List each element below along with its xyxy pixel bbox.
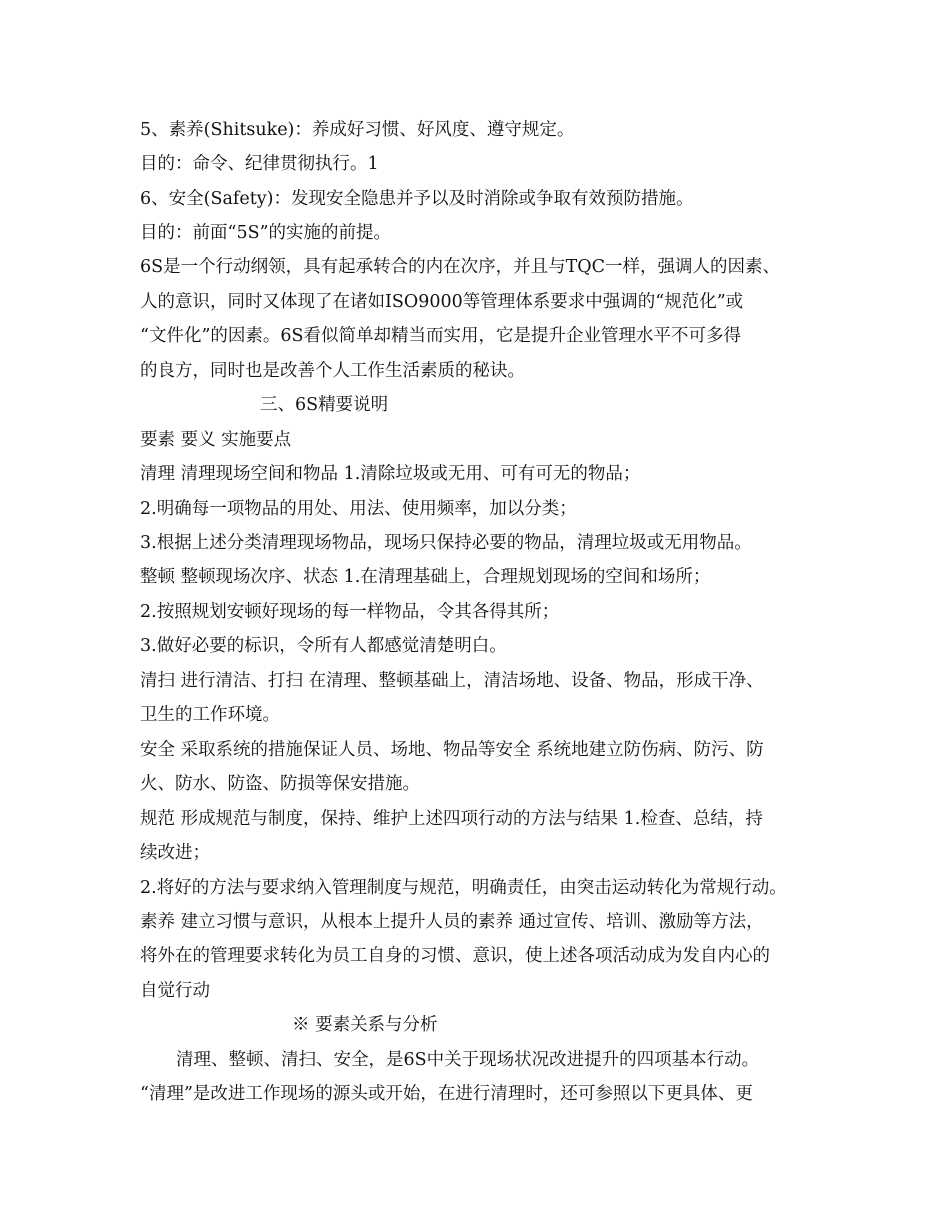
text-line: 2.按照规划安顿好现场的每一样物品，令其各得其所； <box>140 602 560 622</box>
text-line: 人的意识，同时又体现了在诸如ISO9000等管理体系要求中强调的“规范化”或 <box>140 292 744 312</box>
text-line: 规范 形成规范与制度，保持、维护上述四项行动的方法与结果 1.检查、总结，持 <box>140 809 763 829</box>
text-line: 目的：命令、纪律贯彻执行。1 <box>140 154 379 174</box>
section-heading: ※ 要素关系与分析 <box>292 1015 438 1035</box>
text-line: 整顿 整顿现场次序、状态 1.在清理基础上，合理规划现场的空间和场所； <box>140 567 711 587</box>
text-line: 目的：前面“5S”的实施的前提。 <box>140 223 392 243</box>
text-line: 清扫 进行清洁、打扫 在清理、整顿基础上，清洁场地、设备、物品，形成干净、 <box>140 671 764 691</box>
section-heading: 三、6S精要说明 <box>260 395 389 415</box>
text-line: 3.根据上述分类清理现场物品，现场只保持必要的物品，清理垃圾或无用物品。 <box>140 533 752 553</box>
text-line: 卫生的工作环境。 <box>140 705 280 725</box>
text-line: 2.明确每一项物品的用处、用法、使用频率，加以分类； <box>140 499 577 519</box>
text-line: 2.将好的方法与要求纳入管理制度与规范，明确责任，由突击运动转化为常规行动。 <box>140 878 787 898</box>
text-line: 3.做好必要的标识，令所有人都感觉清楚明白。 <box>140 636 507 656</box>
text-line: 火、防水、防盗、防损等保安措施。 <box>140 774 420 794</box>
text-line: 6、安全(Safety)：发现安全隐患并予以及时消除或争取有效预防措施。 <box>140 189 694 209</box>
paragraph-first-line: 清理、整顿、清扫、安全，是6S中关于现场状况改进提升的四项基本行动。 <box>176 1050 760 1070</box>
text-line: 清理 清理现场空间和物品 1.清除垃圾或无用、可有可无的物品； <box>140 464 641 484</box>
text-line: 安全 采取系统的措施保证人员、场地、物品等安全 系统地建立防伤病、防污、防 <box>140 740 764 760</box>
text-line: 将外在的管理要求转化为员工自身的习惯、意识，使上述各项活动成为发自内心的 <box>140 946 770 966</box>
text-line: 自觉行动 <box>140 981 210 1001</box>
text-line: 素养 建立习惯与意识，从根本上提升人员的素养 通过宣传、培训、激励等方法， <box>140 912 764 932</box>
text-line: 的良方，同时也是改善个人工作生活素质的秘诀。 <box>140 361 525 381</box>
text-line: 要素 要义 实施要点 <box>140 430 292 450</box>
text-line: “文件化”的因素。6S看似简单却精当而实用，它是提升企业管理水平不可多得 <box>140 326 742 346</box>
text-line: 6S是一个行动纲领，具有起承转合的内在次序，并且与TQC一样，强调人的因素、 <box>140 257 781 277</box>
text-line: 5、素养(Shitsuke)：养成好习惯、好风度、遵守规定。 <box>140 120 575 140</box>
text-line: “清理”是改进工作现场的源头或开始，在进行清理时，还可参照以下更具体、更 <box>140 1084 753 1104</box>
text-line: 续改进； <box>140 843 210 863</box>
